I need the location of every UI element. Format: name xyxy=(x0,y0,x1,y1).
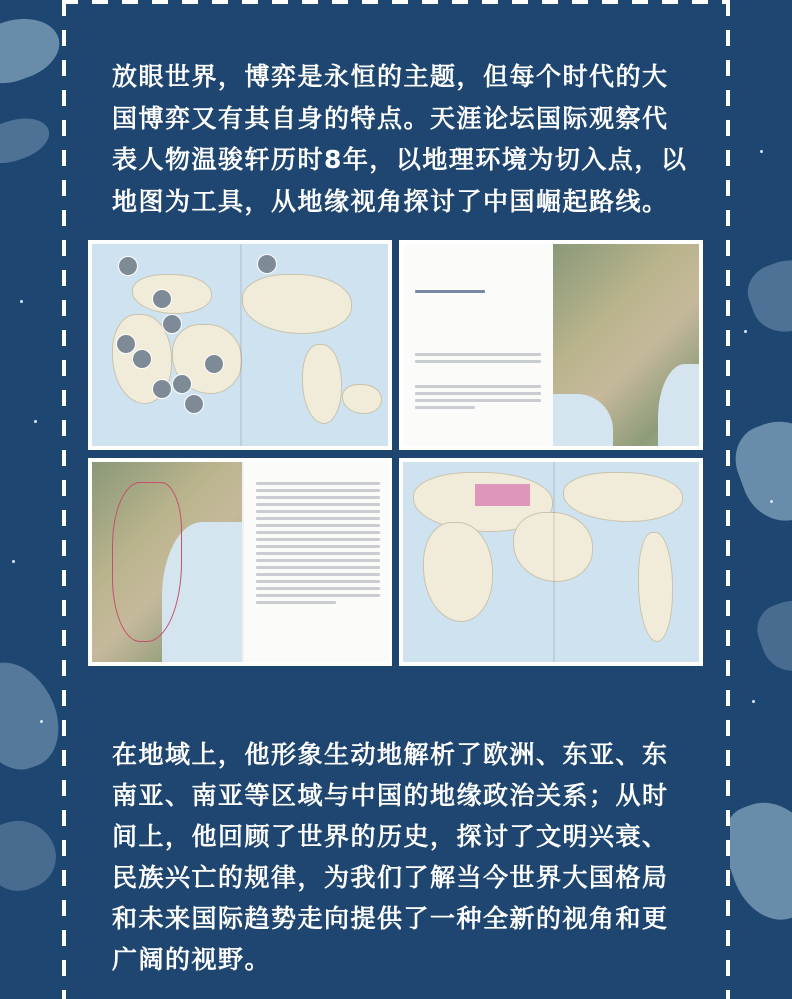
frame-right-dashes xyxy=(726,0,730,999)
conclusion-paragraph: 在地域上，他形象生动地解析了欧洲、东亚、东 南亚、南亚等区域与中国的地缘政治关系；从时 间上，他回顾了世界的历史，探讨了文明兴衰、 民族兴亡的规律，为我们了解当今世界大国格局 和未来国际趋势走向提供了一种全新的视角和更 广阔的视野。 xyxy=(112,740,669,974)
eurasia-map-spread-image xyxy=(399,458,703,666)
left-texture xyxy=(0,0,62,999)
right-texture xyxy=(730,0,792,999)
vietnam-spread-image xyxy=(88,458,392,666)
frame-left-dashes xyxy=(62,0,66,999)
intro-paragraph: 放眼世界，博弈是永恒的主题，但每个时代的大 国博弈又有其自身的特点。天涯论坛国际观察代 表人物温骏轩历时8年，以地理环境为切入点，以 地图为工具，从地缘视角探讨了中国崛起路线。 xyxy=(112,62,688,216)
world-map-spread-image xyxy=(88,240,392,450)
frame-top-dashes xyxy=(62,0,730,4)
southeast-asia-spread-image xyxy=(399,240,703,450)
